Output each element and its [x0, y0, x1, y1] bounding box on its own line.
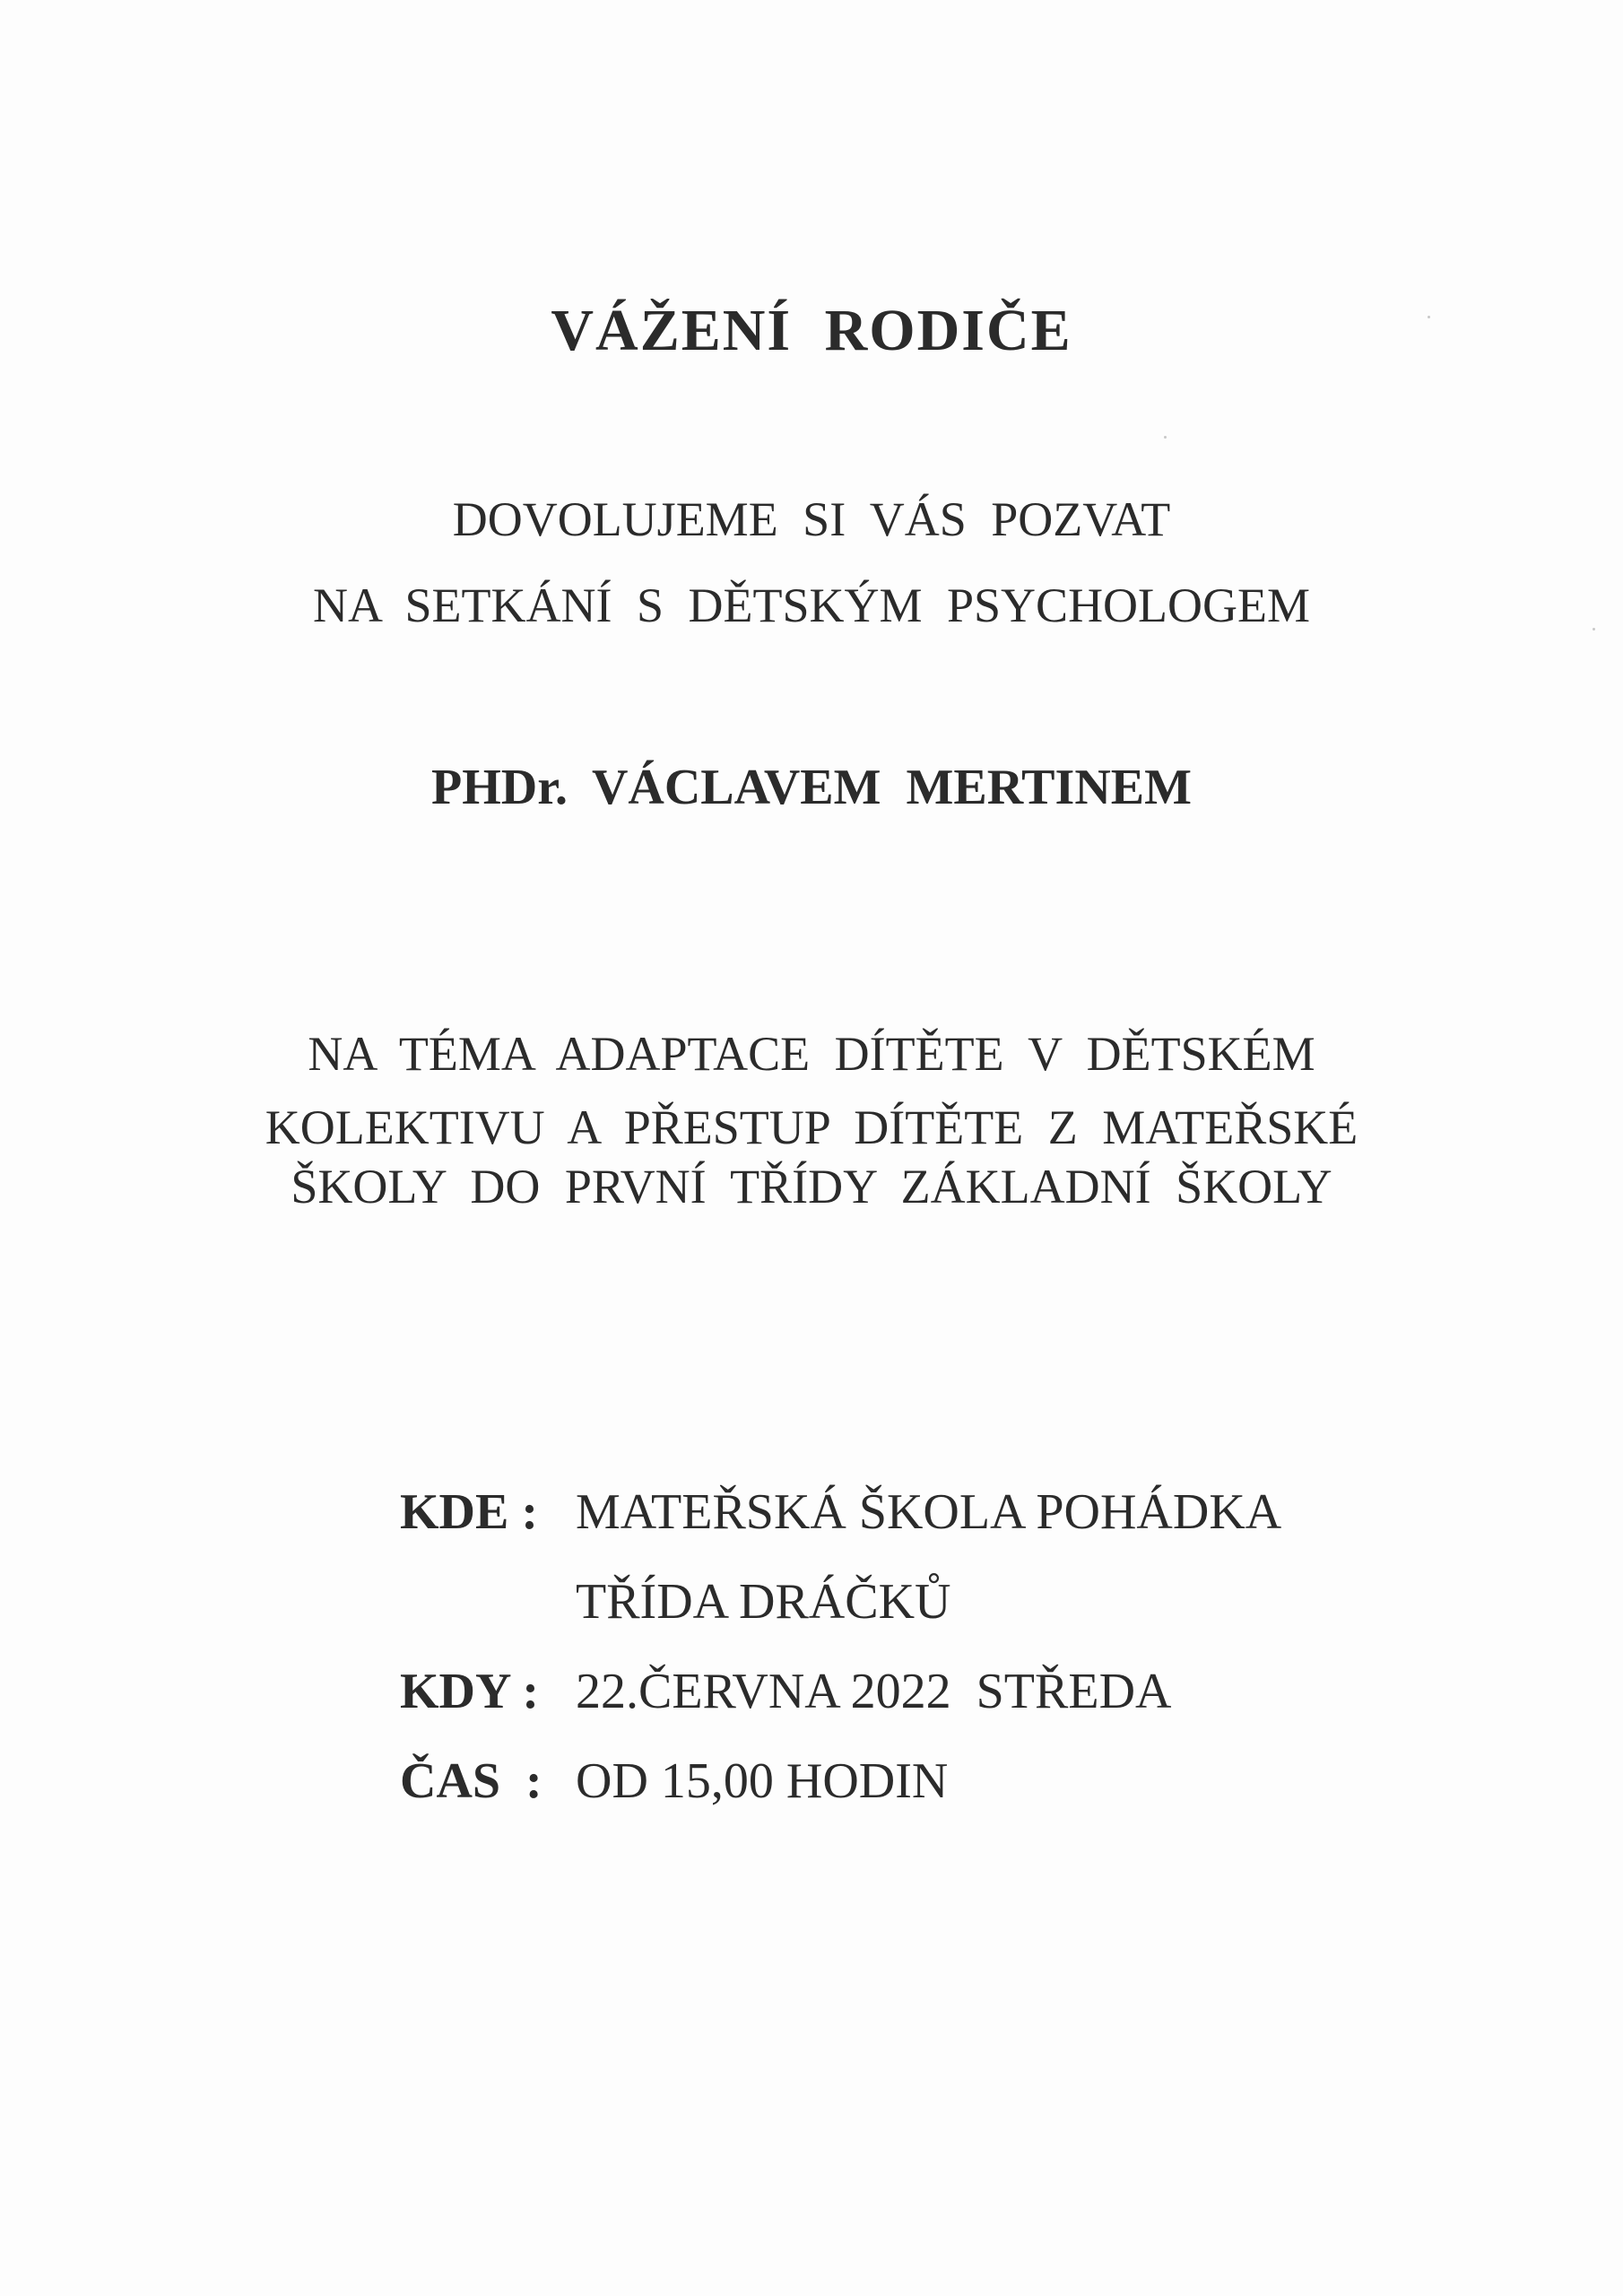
when-row: [375, 1616, 1171, 1717]
when-label: KDY :: [400, 1664, 540, 1719]
where-row: [375, 1437, 1282, 1540]
time-label: ČAS :: [400, 1753, 542, 1809]
scan-speck: [1428, 316, 1430, 318]
where-value-line-2: TŘÍDA DRÁČKŮ: [576, 1574, 951, 1630]
where-row-continued: [551, 1526, 951, 1630]
page-title: VÁŽENÍ RODIČE: [551, 298, 1072, 363]
speaker-name: PHDr. VÁCLAVEM MERTINEM: [431, 760, 1192, 815]
topic-line-1: NA TÉMA ADAPTACE DÍTĚTE V DĚTSKÉM: [308, 1027, 1315, 1081]
where-value-line-1: MATEŘSKÁ ŠKOLA POHÁDKA: [576, 1484, 1282, 1540]
where-label: KDE :: [400, 1484, 538, 1540]
scan-speck: [1593, 628, 1595, 631]
invitation-line-2: NA SETKÁNÍ S DĚTSKÝM PSYCHOLOGEM: [312, 578, 1311, 632]
invitation-line-1: DOVOLUJEME SI VÁS POZVAT: [452, 492, 1171, 546]
scan-speck: [1164, 436, 1167, 439]
topic-line-3: ŠKOLY DO PRVNÍ TŘÍDY ZÁKLADNÍ ŠKOLY: [291, 1160, 1332, 1213]
time-value: OD 15,00 HODIN: [576, 1753, 949, 1809]
time-row: [375, 1706, 949, 1809]
topic-line-2: KOLEKTIVU A PŘESTUP DÍTĚTE Z MATEŘSKÉ: [265, 1100, 1358, 1154]
when-value: 22.ČERVNA 2022 STŘEDA: [576, 1664, 1172, 1719]
